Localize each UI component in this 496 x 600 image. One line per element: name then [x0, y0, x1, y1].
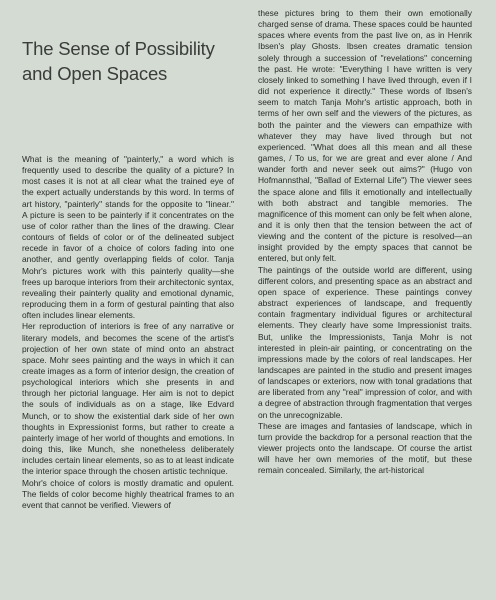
article-title: The Sense of Possibility and Open Spaces [22, 38, 215, 84]
paragraph: What is the meaning of "painterly," a word which is frequently used to describe the quality of a picture? In most cases it is not at all clear what the trained eye of the expert actually understands by this word. In terms of art history, "painterly" stands for the opposite to "linear." A picture is seen to be painterly if it concentrates on the use of color rather than the lines of the drawing. Clear contours of fields of color or of the delineated subject recede in favor of a choice of colors fading into one another, and gently overlapping fields of color. Tanja Mohr's pictures work with this painterly quality—she frees up baroque interiors from their architectonic syntax, revealing their painterly quality and emotional dynamic, reproducing them in a form of gestural painting that also often includes linear elements. [22, 154, 234, 321]
paragraph: The paintings of the outside world are different, using different colors, and presenting space as an abstract and open space of experience. These paintings convey abstract experiences of landscape, and frequently contain fragmentary individual figures or architectural elements. They clearly have some Impressionist traits. But, unlike the Impressionists, Tanja Mohr is not interested in plein-air painting, or concentrating on the impressions made by the colors of real landscapes. Her landscapes are painted in the studio and present images of landscapes or exteriors, now with tonal gradations that are liberated from any "real" impression of color, and with a degree of abstraction through fragmentation that verges on the unrecognizable. [258, 264, 472, 420]
paragraph: Mohr's choice of colors is mostly dramatic and opulent. The fields of color become highly theatrical frames to an event that cannot be verified. Viewers of [22, 477, 234, 510]
left-column [22, 154, 234, 511]
paragraph: Her reproduction of interiors is free of any narrative or literary models, and becomes the scene of the artist's projection of her own state of mind onto an abstract space. Mohr sees painting and the ways in which it can create images as a form of interior design, the creation of psychological interiors which she presents in and through her pictorial language. Her aim is not to depict the souls of individuals as on a stage, like Edvard Munch, or to show the existential dark side of her own thoughts in Expressionist forms, but rather to create a painterly image of her world of thoughts and emotions. In doing this, like Munch, she nonetheless deliberately includes certain linear elements, so as to at least indicate the interior space through the chosen artistic technique. [22, 321, 234, 477]
right-column [258, 8, 472, 477]
paragraph: These are images and fantasies of landscape, which in turn provide the backdrop for a personal reaction that the viewer projects onto the landscape. Of course the artist will have her own memories of the motif, but these remain concealed. Similarly, the art-historical [258, 420, 472, 476]
paragraph: these pictures bring to them their own emotionally charged sense of drama. These spaces could be haunted spaces where events from the past live on, as in Henrik Ibsen's play Ghosts. Ibsen creates dramatic tension solely through a succession of "revelations" concerning the past. He wrote: "Everything I have written is very closely linked to something I have lived through, even if I did not experience it directly." These words of Ibsen's seem to match Tanja Mohr's artistic approach, both in terms of her own self and the viewers of the pictures, as both the painter and the viewers can empathize with whatever they may have lived through but not experienced. "What does all this mean and all these games, / To us, for we are great and ever alone / And wander forth and never seek out aims?" (Hugo von Hofmannsthal, "Ballad of External Life") The viewer sees the space alone and fills it emotionally and intellectually with both abstract and tangible memories. The magnificence of this moment can only be felt when alone, and it is only then that the tension between the act of viewing and the content of the picture is resolved—an insight provided by the empty spaces that cannot be entered, but only felt. [258, 8, 472, 264]
